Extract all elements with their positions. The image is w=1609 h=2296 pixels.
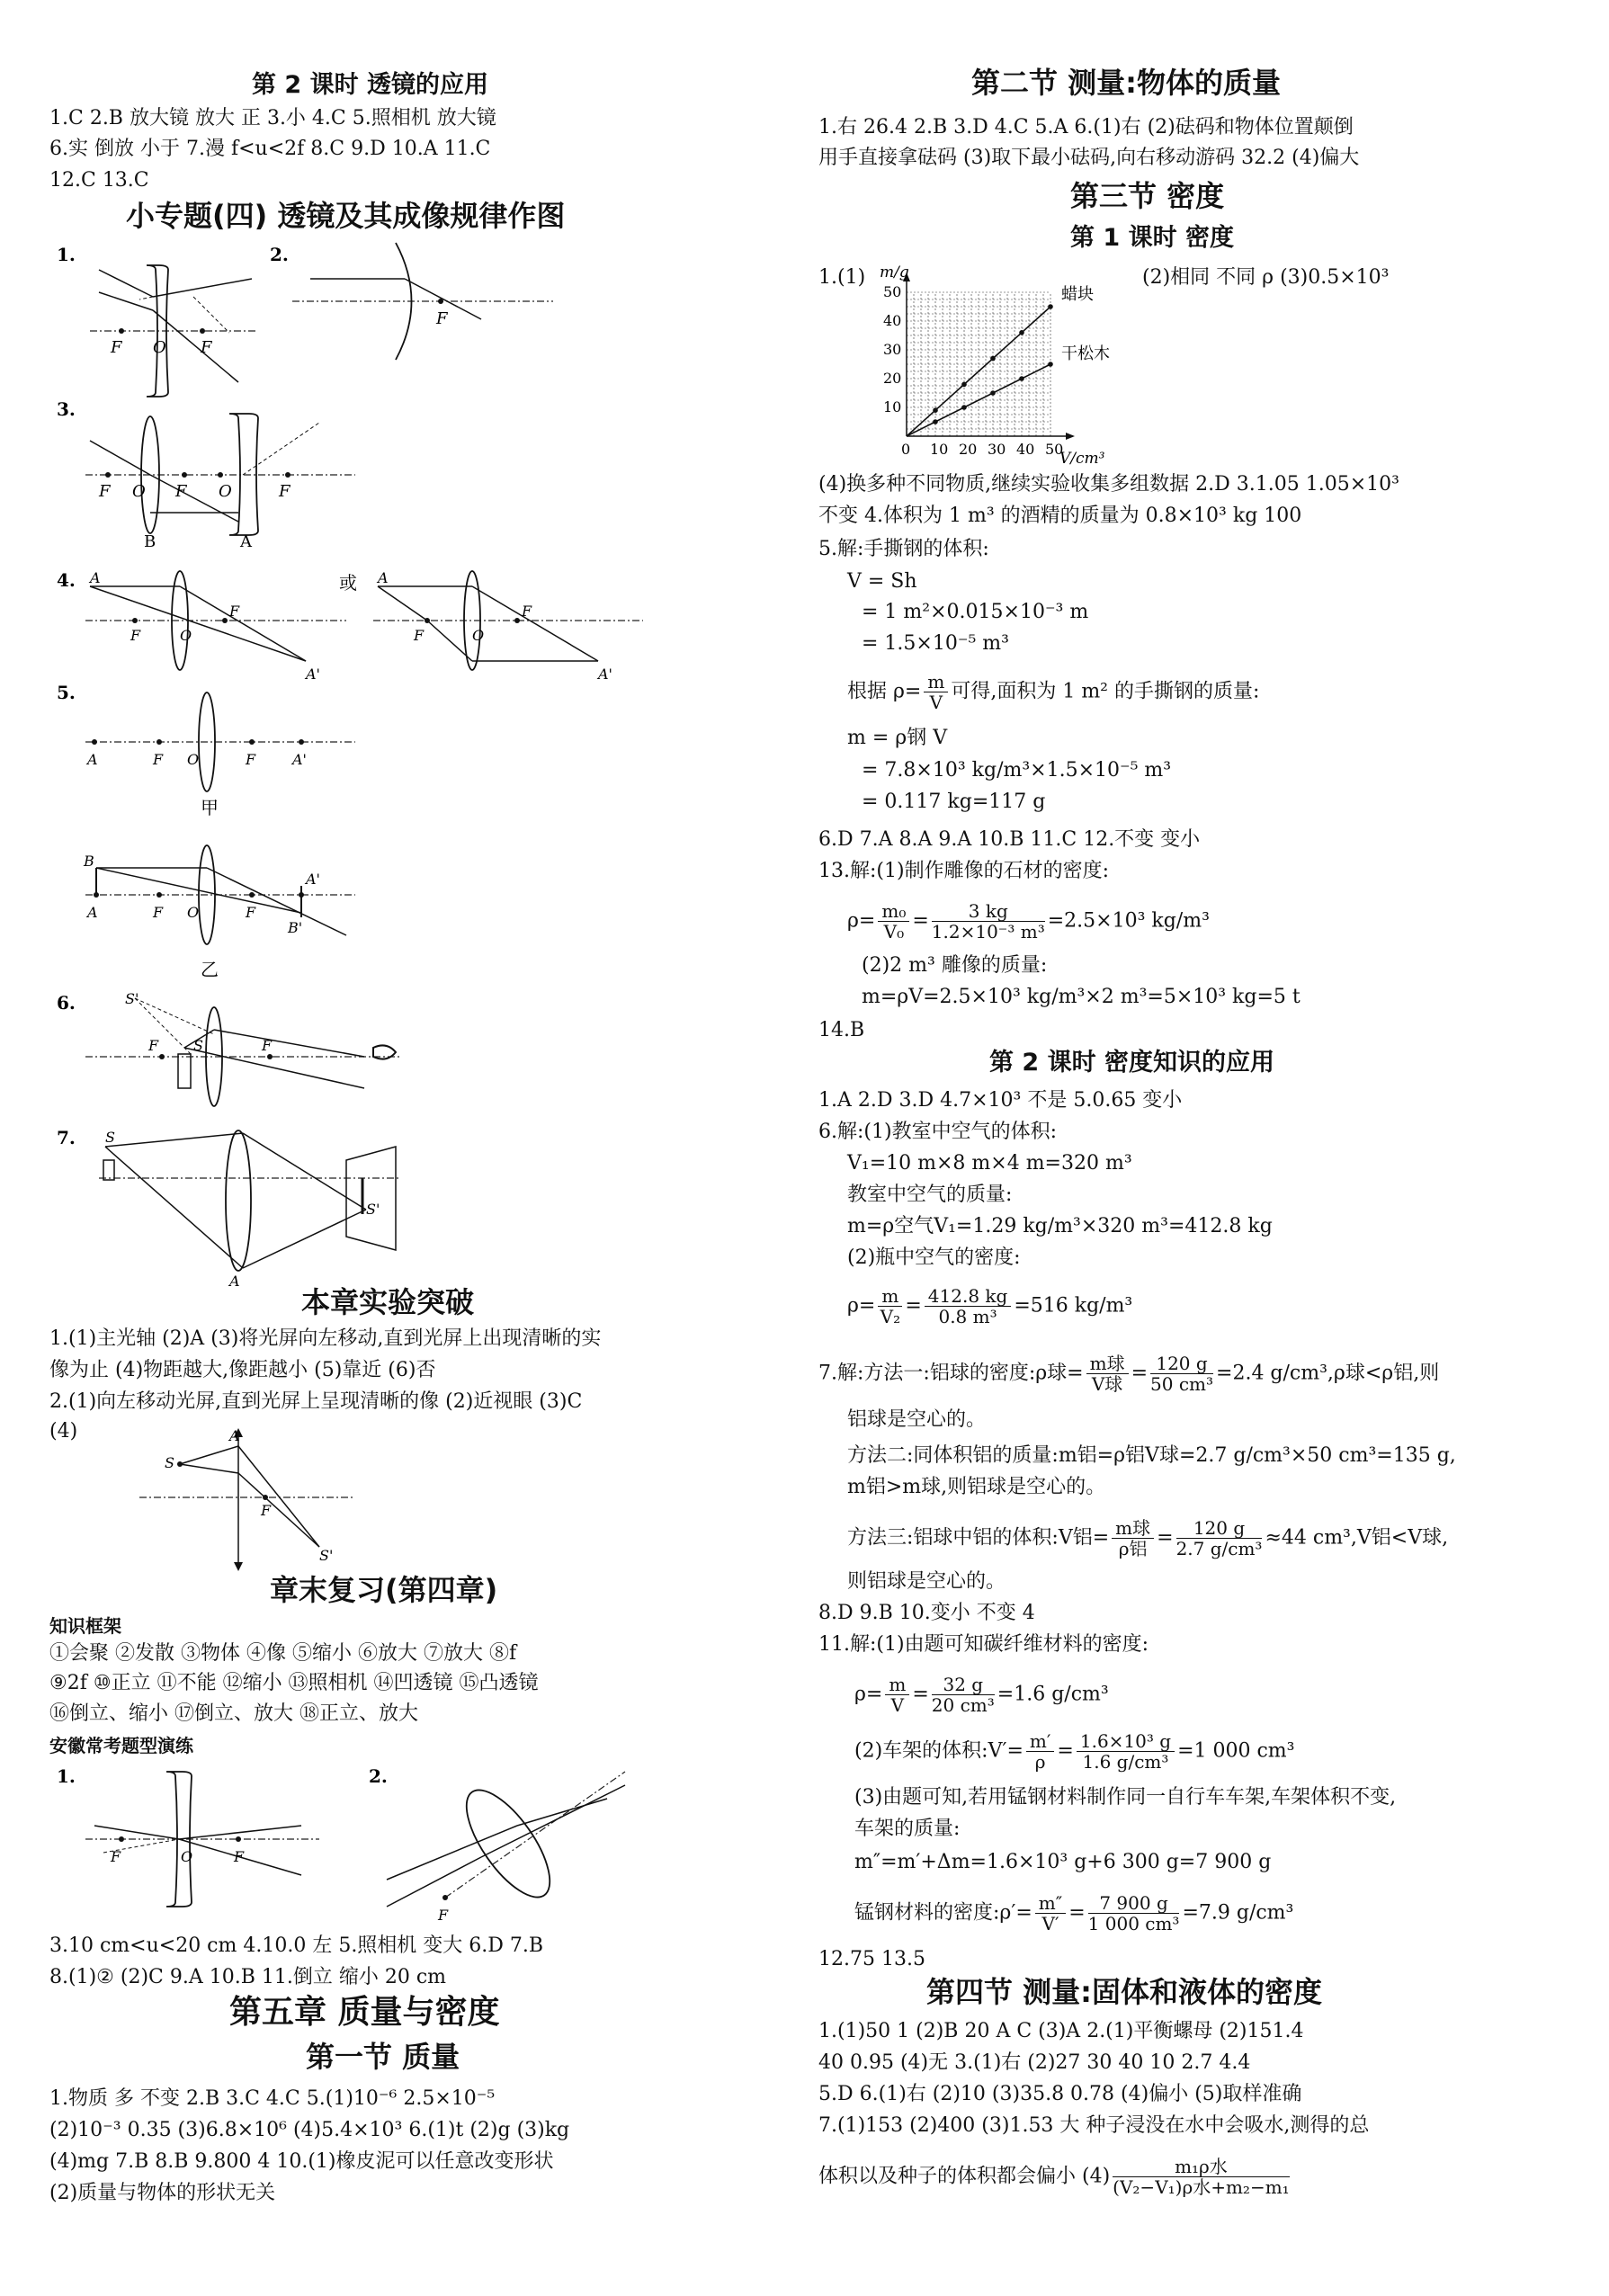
figure-5-yi <box>49 850 391 985</box>
answer-line: (3)由题可知,若用锰钢材料制作同一自行车车架,车架体积不变, <box>854 1786 1397 1809</box>
x-tick-label: 0 <box>901 441 911 458</box>
y-tick-label: 50 <box>883 283 902 300</box>
data-point <box>933 407 938 413</box>
chart-axes <box>883 272 1075 458</box>
equation-line: V = Sh <box>847 570 917 593</box>
answer-line: 5.解:手撕钢的体积: <box>818 538 989 560</box>
equation-line: = 1 m²×0.015×10⁻³ m <box>862 601 1089 623</box>
y-tick-label: 10 <box>883 398 902 415</box>
data-point <box>1048 304 1053 309</box>
answer-line: 40 0.95 (4)无 3.(1)右 (2)27 30 40 10 2.7 4.4 <box>818 2051 1251 2074</box>
svg-text:F: F <box>99 482 111 501</box>
svg-text:O: O <box>187 904 200 921</box>
section4-title: 第四节 测量:固体和液体的密度 <box>926 1975 1322 2009</box>
section1-title: 第一节 质量 <box>306 2040 460 2074</box>
answer-line: 像为止 (4)物距越大,像距越小 (5)靠近 (6)否 <box>49 1359 436 1381</box>
lesson2-density-title: 第 2 课时 密度知识的应用 <box>989 1049 1274 1077</box>
svg-text:A: A <box>240 532 252 551</box>
mass-volume-chart <box>863 261 1133 468</box>
answer-line: 用手直接拿砝码 (3)取下最小砝码,向右移动游码 32.2 (4)偏大 <box>818 147 1360 169</box>
svg-text:S: S <box>105 1129 115 1146</box>
svg-text:1.: 1. <box>57 1765 76 1787</box>
exam-title: 安徽常考题型演练 <box>49 1735 193 1756</box>
answer-line: (4) <box>49 1420 78 1443</box>
x-tick-label: 20 <box>959 441 978 458</box>
svg-text:F: F <box>438 1907 449 1924</box>
data-point <box>933 419 938 424</box>
svg-text:F: F <box>261 1502 272 1519</box>
data-point <box>1019 330 1024 335</box>
equation-line: = 1.5×10⁻⁵ m³ <box>862 632 1009 655</box>
answer-line: (2)2 m³ 雕像的质量: <box>862 954 1048 977</box>
equation-line: m=ρ空气V₁=1.29 kg/m³×320 m³=412.8 kg <box>847 1215 1273 1237</box>
answer-line: 1.(1)50 1 (2)B 20 A C (3)A 2.(1)平衡螺母 (2)151.4 <box>818 2020 1304 2042</box>
svg-text:F: F <box>148 1037 159 1054</box>
chapter5-title: 第五章 质量与密度 <box>229 1994 500 2031</box>
answer-line: 3.10 cm<u<20 cm 4.10.0 左 5.照相机 变大 6.D 7.B <box>49 1934 544 1957</box>
answer-line: 铝球是空心的。 <box>847 1408 987 1431</box>
x-tick-label: 30 <box>988 441 1006 458</box>
equation-line: 方法二:同体积铝的质量:m铝=ρ铝V球=2.7 g/cm³×50 cm³=135 g, <box>847 1444 1456 1467</box>
answer-line: 14.B <box>818 1019 865 1041</box>
svg-text:O: O <box>132 482 146 501</box>
svg-text:B': B' <box>288 919 303 936</box>
lesson2-title: 第 2 课时 透镜的应用 <box>252 71 488 99</box>
svg-text:F: F <box>414 627 425 644</box>
answer-line: 1.C 2.B 放大镜 放大 正 3.小 4.C 5.照相机 放大镜 <box>49 107 496 130</box>
svg-text:B: B <box>144 532 156 551</box>
answer-line: 7.(1)153 (2)400 (3)1.53 大 种子浸没在水中会吸水,测得的总 <box>818 2114 1370 2137</box>
answer-line: 12.75 13.5 <box>818 1948 925 1970</box>
answer-line: 则铝球是空心的。 <box>847 1570 1006 1593</box>
svg-text:A': A' <box>292 751 307 768</box>
svg-text:F: F <box>111 1848 121 1865</box>
chart-prefix: 1.(1) <box>818 266 866 289</box>
exam-figures <box>49 1763 697 1925</box>
svg-text:4.: 4. <box>57 569 76 591</box>
svg-text:O: O <box>181 1848 193 1865</box>
framework-line: ①会聚 ②发散 ③物体 ④像 ⑤缩小 ⑥放大 ⑦放大 ⑧f <box>49 1642 517 1665</box>
series-label: 干松木 <box>1061 344 1110 363</box>
svg-text:甲: 甲 <box>201 797 219 818</box>
equation-line: 锰钢材料的密度:ρ′= $\frac{m''}{V'}$ = $\frac{7 900 g}{\text{1 000 cm³}}$ =7.9 g/cm³ <box>854 1892 1294 1934</box>
svg-text:B: B <box>84 853 94 870</box>
answer-line: (2)10⁻³ 0.35 (3)6.8×10⁶ (4)5.4×10³ 6.(1)t (2)g (3)kg <box>49 2119 570 2141</box>
svg-text:S': S' <box>366 1201 380 1218</box>
data-point <box>961 382 967 388</box>
figure-7 <box>49 1124 427 1290</box>
x-tick-label: 40 <box>1016 441 1035 458</box>
svg-text:S: S <box>193 1037 203 1054</box>
fig-number: 1. <box>57 244 76 265</box>
svg-text:A: A <box>378 569 389 586</box>
svg-text:F: F <box>246 904 256 921</box>
answer-line: 12.C 13.C <box>49 169 149 192</box>
or-label: 或 <box>339 572 357 594</box>
svg-text:O: O <box>180 627 192 644</box>
answer-line: 教室中空气的质量: <box>847 1184 1013 1206</box>
x-axis-arrow <box>1066 433 1075 440</box>
svg-text:A: A <box>87 751 98 768</box>
x-tick-label: 10 <box>930 441 949 458</box>
review-title: 章末复习(第四章) <box>270 1573 498 1607</box>
lesson1-title: 第 1 课时 密度 <box>1070 224 1234 252</box>
framework-title: 知识框架 <box>49 1615 121 1637</box>
section2-title: 第二节 测量:物体的质量 <box>971 66 1281 100</box>
svg-text:乙: 乙 <box>201 959 219 980</box>
figure-6 <box>49 989 427 1106</box>
answer-line: 不变 4.体积为 1 m³ 的酒精的质量为 0.8×10³ kg 100 <box>818 505 1302 527</box>
svg-text:A': A' <box>598 666 612 683</box>
answer-line: (4)换多种不同物质,继续实验收集多组数据 2.D 3.1.05 1.05×10³ <box>818 473 1399 496</box>
data-point <box>990 390 996 396</box>
equation-line: = 7.8×10³ kg/m³×1.5×10⁻⁵ m³ <box>862 759 1172 782</box>
svg-text:A': A' <box>306 871 320 888</box>
y-tick-label: 30 <box>883 341 902 358</box>
experiment-title: 本章实验突破 <box>301 1285 475 1319</box>
data-point <box>1048 362 1053 367</box>
svg-text:A: A <box>229 1273 240 1290</box>
svg-text:2.: 2. <box>270 244 289 265</box>
svg-text:5.: 5. <box>57 682 76 703</box>
equation-line: = 0.117 kg=117 g <box>862 791 1046 813</box>
y-tick-label: 40 <box>883 312 902 329</box>
equation-line: 根据 ρ= $\frac{m}{V}$ 可得,面积为 1 m² 的手撕钢的质量: <box>847 671 1260 713</box>
x-tick-label: 50 <box>1045 441 1064 458</box>
figure-1-2 <box>49 243 499 396</box>
svg-text:F: F <box>246 751 256 768</box>
svg-text:O: O <box>472 627 485 644</box>
answer-line: 5.D 6.(1)右 (2)10 (3)35.8 0.78 (4)偏小 (5)取样准确 <box>818 2083 1302 2105</box>
answer-line: 8.D 9.B 10.变小 不变 4 <box>818 1602 1035 1624</box>
answer-line: 13.解:(1)制作雕像的石材的密度: <box>818 860 1109 882</box>
chart-grid <box>907 292 1050 436</box>
answer-line: 8.(1)② (2)C 9.A 10.B 11.倒立 缩小 20 cm <box>49 1966 447 1988</box>
chart-x-label: V/cm³ <box>1059 450 1105 468</box>
svg-text:F: F <box>262 1037 273 1054</box>
svg-text:S: S <box>165 1454 174 1471</box>
framework-line: ⑨2f ⑩正立 ⑪不能 ⑫缩小 ⑬照相机 ⑭凹透镜 ⑮凸透镜 <box>49 1672 539 1694</box>
experiment-figure <box>103 1421 373 1574</box>
figure-3 <box>49 396 391 549</box>
svg-text:O: O <box>153 338 166 357</box>
svg-text:A: A <box>90 569 101 586</box>
svg-text:F: F <box>234 1848 245 1865</box>
y-tick-label: 20 <box>883 370 902 387</box>
svg-text:F: F <box>175 482 187 501</box>
svg-text:7.: 7. <box>57 1127 76 1148</box>
section3-title: 第三节 密度 <box>1070 179 1225 213</box>
figure-5-jia <box>49 679 391 823</box>
svg-text:A: A <box>87 904 98 921</box>
svg-text:F: F <box>111 338 122 357</box>
equation-line: 7.解:方法一:铝球的密度:ρ球= $\frac{\text{m球}}{\text{V球}}$ = $\frac{120 g}{\text{50 cm³}}$ =2.4 g/cm³,ρ球<ρ铝,则 <box>818 1353 1440 1395</box>
svg-text:A: A <box>229 1427 240 1444</box>
svg-text:F: F <box>522 603 532 620</box>
equation-line: m = ρ钢 V <box>847 727 948 749</box>
answer-line: 11.解:(1)由题可知碳纤维材料的密度: <box>818 1633 1149 1656</box>
equation-line: 体积以及种子的体积都会偏小 (4) $\frac{\text{m₁ρ水}}{\text{(V₂−V₁)ρ水+m₂−m₁}}$ <box>818 2156 1290 2198</box>
answer-line: (2)质量与物体的形状无关 <box>49 2182 276 2204</box>
data-point <box>1019 376 1024 381</box>
chart-y-label: m/g <box>880 264 909 281</box>
equation-line: m铝>m球,则铝球是空心的。 <box>847 1476 1106 1498</box>
figure-4 <box>49 567 697 692</box>
equation-line: 方法三:铝球中铝的体积:V铝= $\frac{\text{m球}}{\text{ρ铝}}$ = $\frac{120 g}{\text{2.7 g/cm³}}$ ≈44 cm³,V铝<V球, <box>847 1517 1449 1559</box>
svg-text:S': S' <box>125 990 139 1007</box>
svg-text:F: F <box>130 627 141 644</box>
svg-text:F: F <box>229 603 240 620</box>
svg-text:S': S' <box>319 1547 334 1564</box>
svg-text:F: F <box>436 309 448 328</box>
topic4-title: 小专题(四) 透镜及其成像规律作图 <box>126 199 566 233</box>
answer-line: 1.A 2.D 3.D 4.7×10³ 不是 5.0.65 变小 <box>818 1089 1183 1112</box>
equation-line: V₁=10 m×8 m×4 m=320 m³ <box>847 1152 1132 1175</box>
chart-series <box>907 285 1110 436</box>
answer-line: 6.解:(1)教室中空气的体积: <box>818 1121 1057 1143</box>
equation-line: (2)车架的体积:V′= $\frac{m'}{\rho}$ = $\frac{\text{1.6×10³ g}}{\text{1.6 g/cm³}}$ =1 000 cm³ <box>854 1730 1295 1773</box>
svg-text:F: F <box>279 482 291 501</box>
answer-line: 1.右 26.4 2.B 3.D 4.C 5.A 6.(1)右 (2)砝码和物体位置颠倒 <box>818 116 1354 138</box>
svg-text:2.: 2. <box>369 1765 388 1787</box>
equation-line: m″=m′+Δm=1.6×10³ g+6 300 g=7 900 g <box>854 1851 1272 1873</box>
svg-text:F: F <box>201 338 212 357</box>
answer-line: (2)瓶中空气的密度: <box>847 1246 1021 1269</box>
svg-text:F: F <box>153 751 164 768</box>
svg-text:O: O <box>187 751 200 768</box>
answer-line: 6.实 倒放 小于 7.漫 f<u<2f 8.C 9.D 10.A 11.C <box>49 138 491 160</box>
svg-text:F: F <box>153 904 164 921</box>
answer-line: 6.D 7.A 8.A 9.A 10.B 11.C 12.不变 变小 <box>818 828 1201 851</box>
answer-line: 1.(1)主光轴 (2)A (3)将光屏向左移动,直到光屏上出现清晰的实 <box>49 1327 602 1350</box>
framework-line: ⑯倒立、缩小 ⑰倒立、放大 ⑱正立、放大 <box>49 1702 418 1725</box>
answer-line: 1.物质 多 不变 2.B 3.C 4.C 5.(1)10⁻⁶ 2.5×10⁻⁵ <box>49 2087 496 2110</box>
equation-line: ρ= $\frac{m}{\text{V₂}}$ = $\frac{412.8 kg}{\text{0.8 m³}}$ =516 kg/m³ <box>847 1285 1133 1327</box>
equation-line: ρ= $\frac{\text{m₀}}{\text{V₀}}$ = $\frac{3 kg}{\text{1.2×10⁻³ m³}}$ =2.5×10³ kg/m³ <box>847 900 1210 943</box>
answer-line: 车架的质量: <box>854 1818 961 1840</box>
equation-line: m=ρV=2.5×10³ kg/m³×2 m³=5×10³ kg=5 t <box>862 986 1301 1008</box>
data-point <box>990 356 996 362</box>
svg-text:A': A' <box>306 666 320 683</box>
answer-line: (2)相同 不同 ρ (3)0.5×10³ <box>1142 266 1390 289</box>
equation-line: ρ= $\frac{m}{V}$ = $\frac{32 g}{\text{20 cm³}}$ =1.6 g/cm³ <box>854 1674 1109 1716</box>
svg-text:6.: 6. <box>57 992 76 1014</box>
answer-line: (4)mg 7.B 8.B 9.800 4 10.(1)橡皮泥可以任意改变形状 <box>49 2150 554 2173</box>
answer-line: 2.(1)向左移动光屏,直到光屏上呈现清晰的像 (2)近视眼 (3)C <box>49 1390 583 1413</box>
svg-text:3.: 3. <box>57 398 76 420</box>
svg-text:O: O <box>219 482 232 501</box>
data-point <box>961 405 967 410</box>
series-label: 蜡块 <box>1061 285 1094 304</box>
